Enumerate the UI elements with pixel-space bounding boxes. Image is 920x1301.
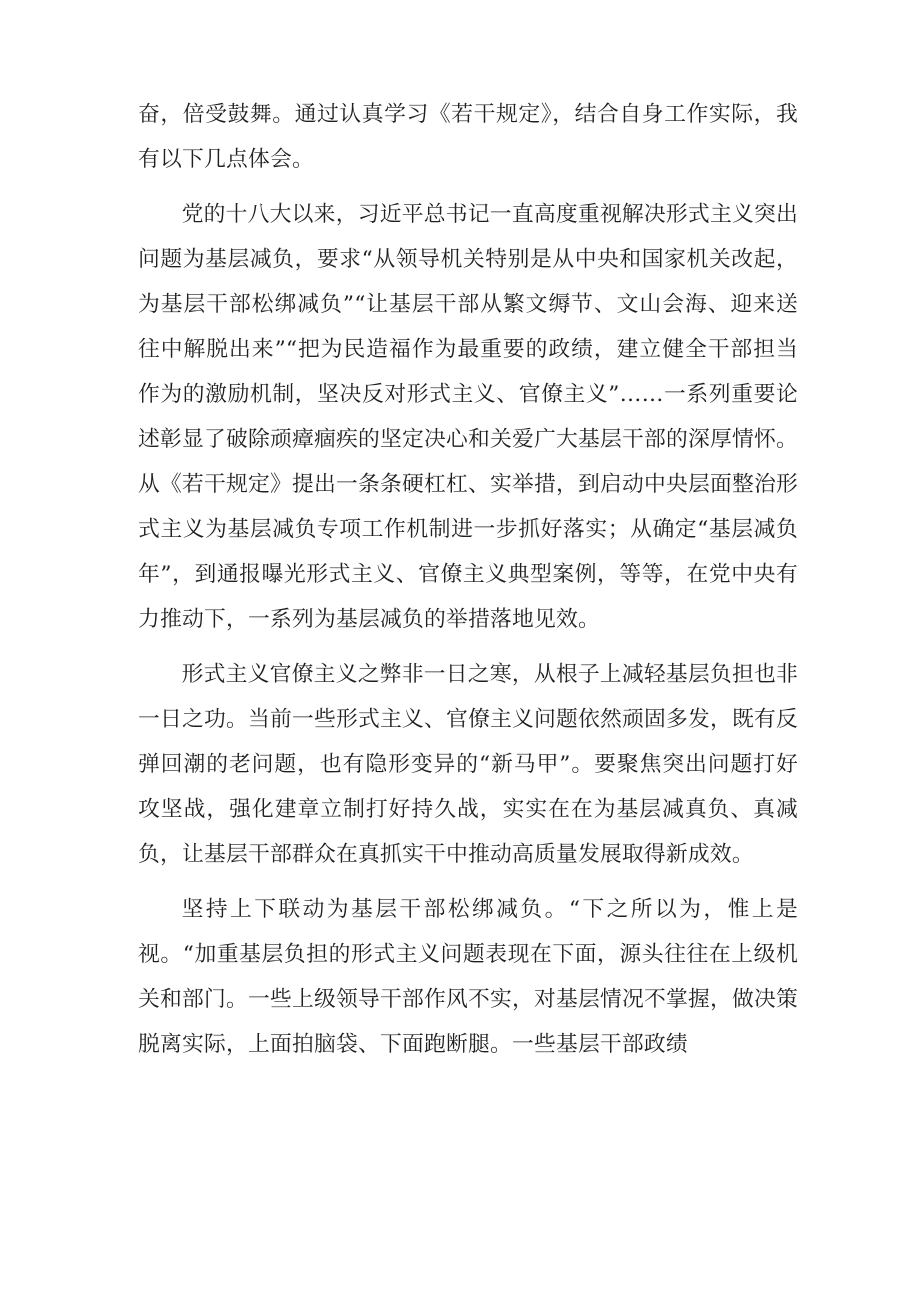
document-body xyxy=(138,92,798,1067)
paragraph-spacer xyxy=(138,877,798,887)
paragraph-3: 坚持上下联动为基层干部松绑减负。“下之所以为，惟上是视。“加重基层负担的形式主义问题表现在下面，源头往往在上级机关和部门。一些上级领导干部作风不实，对基层情况不掌握，做决策脱离实际，上面拍脑袋、下面跑断腿。一些基层干部政绩 xyxy=(138,897,798,1057)
paragraph-spacer xyxy=(138,182,798,192)
paragraph-2: 形式主义官僚主义之弊非一日之寒，从根子上减轻基层负担也非一日之功。当前一些形式主义、官僚主义问题依然顽固多发，既有反弹回潮的老问题，也有隐形变异的“新马甲”。要聚焦突出问题打好攻坚战，强化建章立制打好持久战，实实在在为基层减真负、真减负，让基层干部群众在真抓实干中推动高质量发展取得新成效。 xyxy=(138,662,798,867)
paragraph-intro-continuation: 奋，倍受鼓舞。通过认真学习《若干规定》，结合自身工作实际，我有以下几点体会。 xyxy=(138,102,798,172)
paragraph-spacer xyxy=(138,642,798,652)
paragraph-1: 党的十八大以来，习近平总书记一直高度重视解决形式主义突出问题为基层减负，要求“从领导机关特别是从中央和国家机关改起，为基层干部松绑减负”“让基层干部从繁文缛节、文山会海、迎来送往中解脱出来”“把为民造福作为最重要的政绩，建立健全干部担当作为的激励机制，坚决反对形式主义、官僚主义”……一系列重要论述彰显了破除顽瘴痼疾的坚定决心和关爱广大基层干部的深厚情怀。从《若干规定》提出一条条硬杠杠、实举措，到启动中央层面整治形式主义为基层减负专项工作机制进一步抓好落实；从确定“基层减负年”，到通报曝光形式主义、官僚主义典型案例，等等，在党中央有力推动下，一系列为基层减负的举措落地见效。 xyxy=(138,202,798,632)
